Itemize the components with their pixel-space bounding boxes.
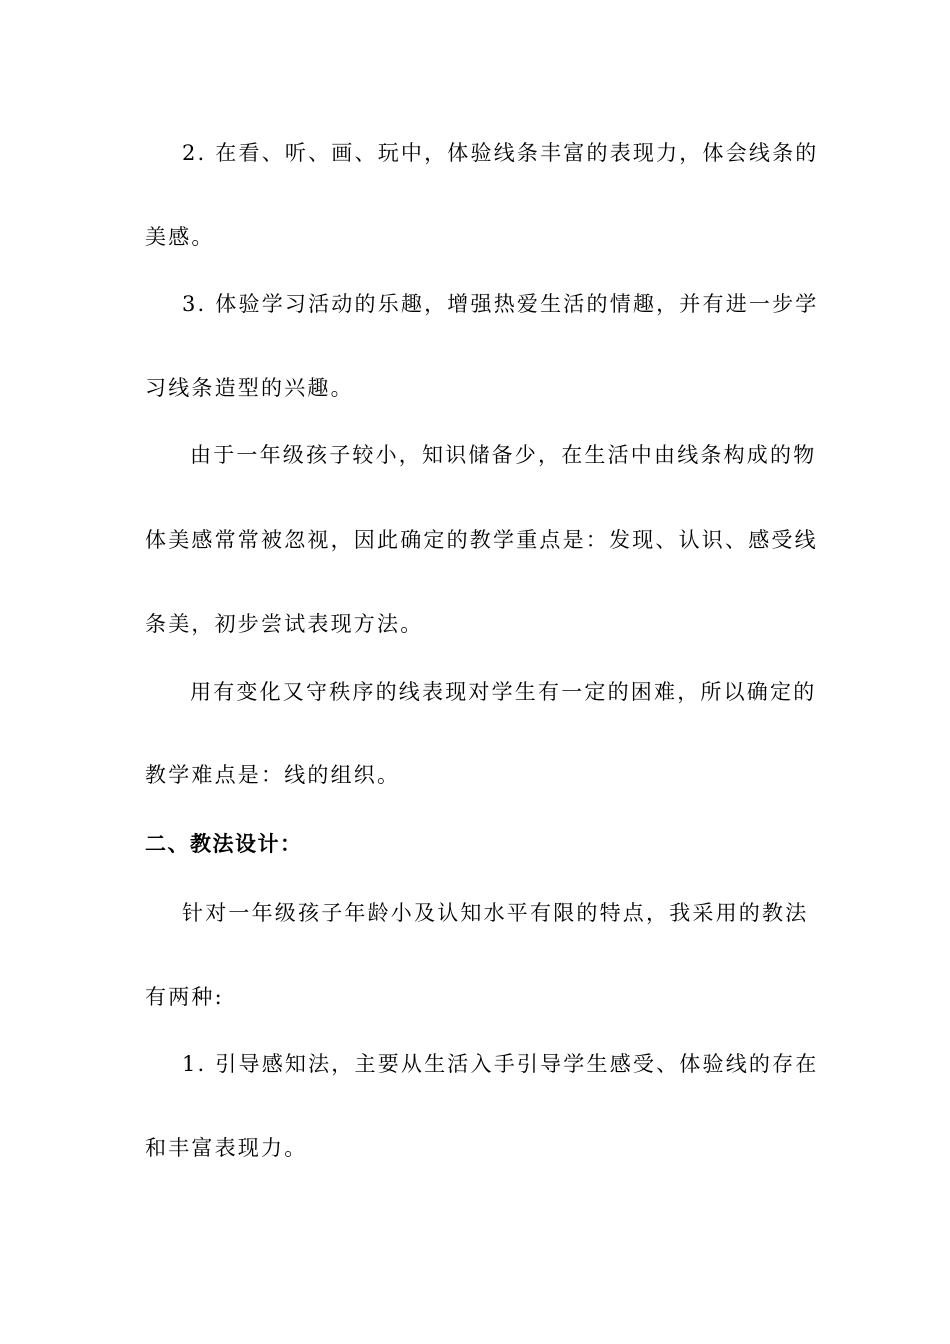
key-point-line-1: 由于一年级孩子较小，知识储备少，在生活中由线条构成的物 <box>190 443 817 467</box>
methods-intro-line-1: 针对一年级孩子年龄小及认知水平有限的特点，我采用的教法 <box>182 901 809 925</box>
key-point-line-2: 体美感常常被忽视，因此确定的教学重点是：发现、认识、感受线 <box>145 528 818 552</box>
goal-3-line-2: 习线条造型的兴趣。 <box>145 376 354 400</box>
method-1-line-2: 和丰富表现力。 <box>145 1136 308 1160</box>
key-point-line-3: 条美，初步尝试表现方法。 <box>145 612 424 636</box>
goal-3-line-1: 3. 体验学习活动的乐趣，增强热爱生活的情趣，并有进一步学 <box>182 292 819 316</box>
difficulty-line-2: 教学难点是：线的组织。 <box>145 763 401 787</box>
difficulty-line-1: 用有变化又守秩序的线表现对学生有一定的困难，所以确定的 <box>190 680 817 704</box>
methods-intro-line-2: 有两种: <box>145 985 224 1009</box>
goal-2-line-2: 美感。 <box>145 225 215 249</box>
section-heading-teaching-methods: 二、教法设计： <box>145 831 303 856</box>
method-1-line-1: 1. 引导感知法，主要从生活入手引导学生感受、体验线的存在 <box>182 1052 819 1076</box>
goal-2-line-1: 2. 在看、听、画、玩中，体验线条丰富的表现力，体会线条的 <box>182 141 819 165</box>
